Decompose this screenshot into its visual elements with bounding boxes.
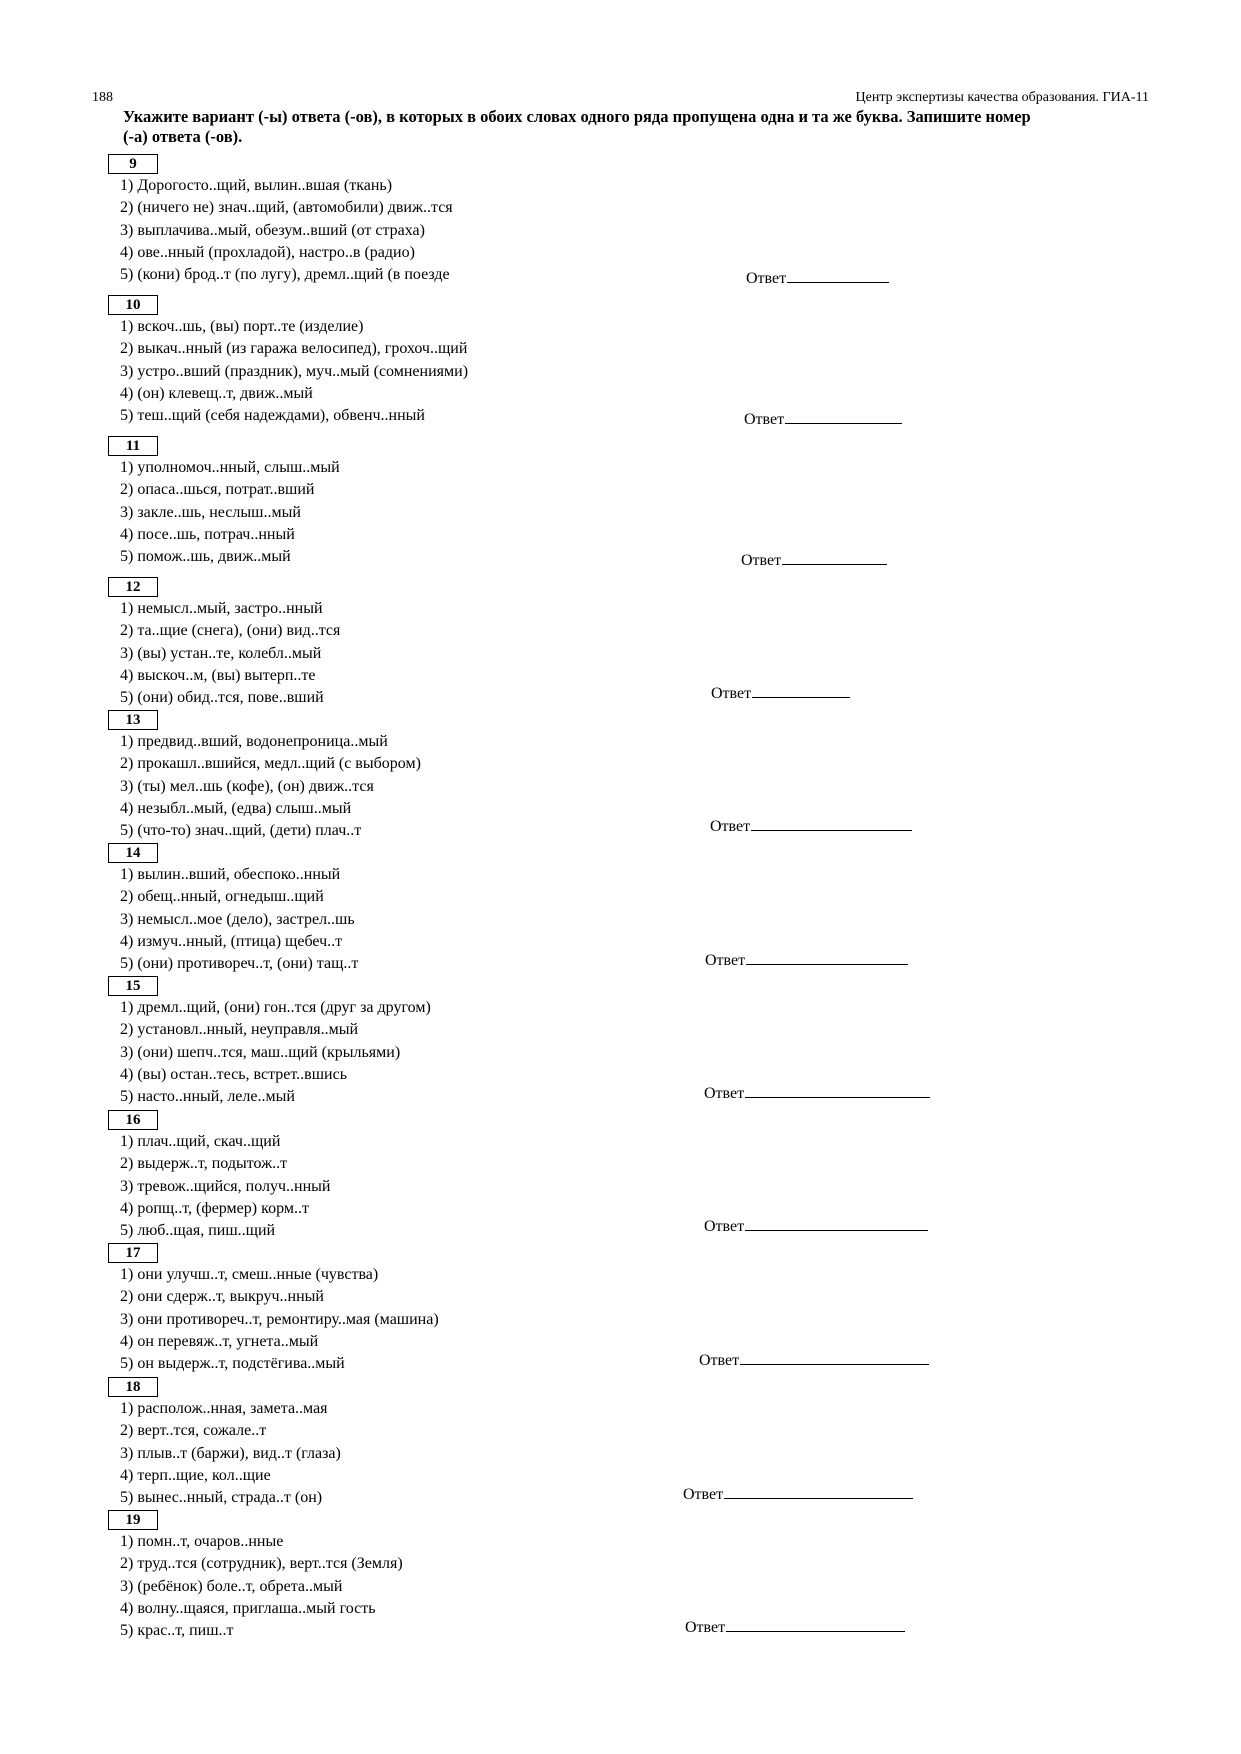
question-number-box: 16 — [108, 1110, 158, 1130]
option-5: 5) помож..шь, движ..мый — [120, 548, 291, 566]
options-list — [120, 1264, 439, 1375]
option-2: 2) та..щие (снега), (они) вид..тся — [120, 622, 341, 640]
option-4: 4) (вы) остан..тесь, встрет..вшись — [120, 1065, 348, 1083]
answer-blank-line[interactable] — [752, 683, 850, 698]
options-list — [120, 316, 468, 427]
option-4: 4) волну..щаяся, приглаша..мый гость — [120, 1599, 376, 1617]
answer-blank-line[interactable] — [782, 550, 887, 565]
answer-field[interactable] — [699, 1350, 929, 1370]
answer-blank-line[interactable] — [745, 1216, 928, 1231]
option-4: 4) ове..нный (прохладой), настро..в (радио) — [120, 243, 415, 261]
option-4: 4) терп..щие, кол..щие — [120, 1466, 271, 1484]
option-4: 4) посе..шь, потрач..нный — [120, 525, 295, 543]
question-number-box: 14 — [108, 843, 158, 863]
answer-label: Ответ — [741, 552, 782, 569]
answer-field[interactable] — [710, 816, 912, 836]
answer-label: Ответ — [685, 1619, 726, 1636]
answer-blank-line[interactable] — [740, 1350, 929, 1365]
question-19 — [108, 1510, 403, 1642]
option-2: 2) они сдерж..т, выкруч..нный — [120, 1288, 324, 1306]
option-5: 5) люб..щая, пиш..щий — [120, 1222, 276, 1240]
answer-blank-line[interactable] — [746, 950, 908, 965]
option-3: 3) (ты) мел..шь (кофе), (он) движ..тся — [120, 777, 374, 795]
options-list — [120, 1531, 403, 1642]
question-number-box: 15 — [108, 976, 158, 996]
answer-blank-line[interactable] — [726, 1617, 905, 1632]
options-list — [120, 731, 421, 842]
answer-label: Ответ — [746, 270, 787, 287]
answer-field[interactable] — [741, 550, 887, 570]
question-13 — [108, 710, 421, 842]
option-3: 3) немысл..мое (дело), застрел..шь — [120, 910, 355, 928]
option-3: 3) устро..вший (праздник), муч..мый (сомнениями) — [120, 362, 469, 380]
answer-field[interactable] — [683, 1484, 913, 1504]
option-3: 3) выплачива..мый, обезум..вший (от страха) — [120, 221, 425, 239]
option-5: 5) (что-то) знач..щий, (дети) плач..т — [120, 822, 362, 840]
option-1: 1) уполномоч..нный, слыш..мый — [120, 459, 340, 476]
header-organization: Центр экспертизы качества образования. ГИА-11 — [855, 90, 1149, 105]
question-18 — [108, 1377, 341, 1509]
option-2: 2) прокашл..вшийся, медл..щий (с выбором) — [120, 755, 421, 773]
option-1: 1) располож..нная, замета..мая — [120, 1400, 328, 1417]
question-11 — [108, 436, 340, 568]
option-3: 3) (вы) устан..те, колебл..мый — [120, 644, 322, 662]
option-5: 5) он выдерж..т, подстёгива..мый — [120, 1355, 345, 1373]
answer-label: Ответ — [705, 952, 746, 969]
option-5: 5) крас..т, пиш..т — [120, 1622, 234, 1640]
option-2: 2) выдерж..т, подытож..т — [120, 1155, 288, 1173]
answer-label: Ответ — [744, 411, 785, 428]
question-number-box: 10 — [108, 295, 158, 315]
answer-label: Ответ — [704, 1218, 745, 1235]
answer-blank-line[interactable] — [751, 816, 912, 831]
option-2: 2) (ничего не) знач..щий, (автомобили) движ..тся — [120, 199, 453, 217]
option-4: 4) он перевяж..т, угнета..мый — [120, 1332, 319, 1350]
question-number-box: 19 — [108, 1510, 158, 1530]
option-1: 1) вылин..вший, обеспоко..нный — [120, 866, 341, 883]
option-1: 1) немысл..мый, застро..нный — [120, 600, 323, 617]
options-list — [120, 997, 431, 1108]
answer-label: Ответ — [704, 1085, 745, 1102]
option-4: 4) (он) клевещ..т, движ..мый — [120, 384, 313, 402]
option-5: 5) вынес..нный, страда..т (он) — [120, 1489, 323, 1507]
question-12 — [108, 577, 340, 709]
answer-blank-line[interactable] — [787, 268, 889, 283]
page-number: 188 — [92, 90, 113, 105]
answer-blank-line[interactable] — [724, 1484, 913, 1499]
question-number-box: 17 — [108, 1243, 158, 1263]
option-5: 5) насто..нный, леле..мый — [120, 1088, 295, 1106]
question-16 — [108, 1110, 330, 1242]
answer-field[interactable] — [746, 268, 889, 288]
option-3: 3) (ребёнок) боле..т, обрета..мый — [120, 1577, 343, 1595]
option-5: 5) (они) противореч..т, (они) тащ..т — [120, 955, 359, 973]
answer-field[interactable] — [704, 1083, 930, 1103]
answer-blank-line[interactable] — [745, 1083, 930, 1098]
question-14 — [108, 843, 358, 975]
option-1: 1) плач..щий, скач..щий — [120, 1133, 281, 1150]
option-4: 4) измуч..нный, (птица) щебеч..т — [120, 932, 343, 950]
options-list — [120, 1131, 330, 1242]
option-2: 2) верт..тся, сожале..т — [120, 1422, 267, 1440]
question-number-box: 9 — [108, 154, 158, 174]
answer-label: Ответ — [711, 685, 752, 702]
answer-field[interactable] — [685, 1617, 905, 1637]
answer-field[interactable] — [744, 409, 902, 429]
option-3: 3) (они) шепч..тся, маш..щий (крыльями) — [120, 1043, 401, 1061]
options-list — [120, 1398, 341, 1509]
task-instruction: Укажите вариант (-ы) ответа (-ов), в которых в обоих словах одного ряда пропущена одна и та же буква. Запишите номер (-а) ответа (-ов). — [123, 107, 1031, 146]
answer-label: Ответ — [699, 1352, 740, 1369]
options-list — [120, 864, 358, 975]
options-list — [120, 175, 453, 286]
option-2: 2) выкач..нный (из гаража велосипед), грохоч..щий — [120, 340, 468, 358]
option-5: 5) (кони) брод..т (по лугу), дремл..щий (в поезде — [120, 266, 450, 284]
question-17 — [108, 1243, 439, 1375]
option-1: 1) дремл..щий, (они) гон..тся (друг за другом) — [120, 999, 431, 1016]
question-number-box: 12 — [108, 577, 158, 597]
question-9 — [108, 154, 453, 286]
option-5: 5) теш..щий (себя надеждами), обвенч..нный — [120, 407, 425, 425]
answer-blank-line[interactable] — [785, 409, 902, 424]
option-4: 4) ропщ..т, (фермер) корм..т — [120, 1199, 309, 1217]
answer-field[interactable] — [704, 1216, 928, 1236]
option-2: 2) установл..нный, неуправля..мый — [120, 1021, 359, 1039]
option-1: 1) они улучш..т, смеш..нные (чувства) — [120, 1266, 379, 1283]
question-10 — [108, 295, 468, 427]
option-3: 3) закле..шь, неслыш..мый — [120, 503, 301, 521]
option-2: 2) обещ..нный, огнедыш..щий — [120, 888, 324, 906]
question-15 — [108, 976, 431, 1108]
answer-label: Ответ — [683, 1486, 724, 1503]
option-1: 1) вскоч..шь, (вы) порт..те (изделие) — [120, 318, 364, 335]
answer-field[interactable] — [705, 950, 908, 970]
option-5: 5) (они) обид..тся, пове..вший — [120, 689, 324, 707]
answer-field[interactable] — [711, 683, 850, 703]
option-1: 1) помн..т, очаров..нные — [120, 1533, 284, 1550]
options-list — [120, 457, 340, 568]
option-3: 3) тревож..щийся, получ..нный — [120, 1177, 331, 1195]
answer-label: Ответ — [710, 818, 751, 835]
option-3: 3) они противореч..т, ремонтиру..мая (машина) — [120, 1310, 439, 1328]
option-4: 4) незыбл..мый, (едва) слыш..мый — [120, 799, 352, 817]
question-number-box: 13 — [108, 710, 158, 730]
option-2: 2) труд..тся (сотрудник), верт..тся (Земля) — [120, 1555, 403, 1573]
question-number-box: 11 — [108, 436, 158, 456]
options-list — [120, 598, 340, 709]
option-1: 1) Дорогосто..щий, вылин..вшая (ткань) — [120, 177, 393, 194]
option-2: 2) опаса..шься, потрат..вший — [120, 481, 315, 499]
option-1: 1) предвид..вший, водонепроница..мый — [120, 733, 388, 750]
option-3: 3) плыв..т (баржи), вид..т (глаза) — [120, 1444, 341, 1462]
option-4: 4) выскоч..м, (вы) вытерп..те — [120, 666, 316, 684]
question-number-box: 18 — [108, 1377, 158, 1397]
